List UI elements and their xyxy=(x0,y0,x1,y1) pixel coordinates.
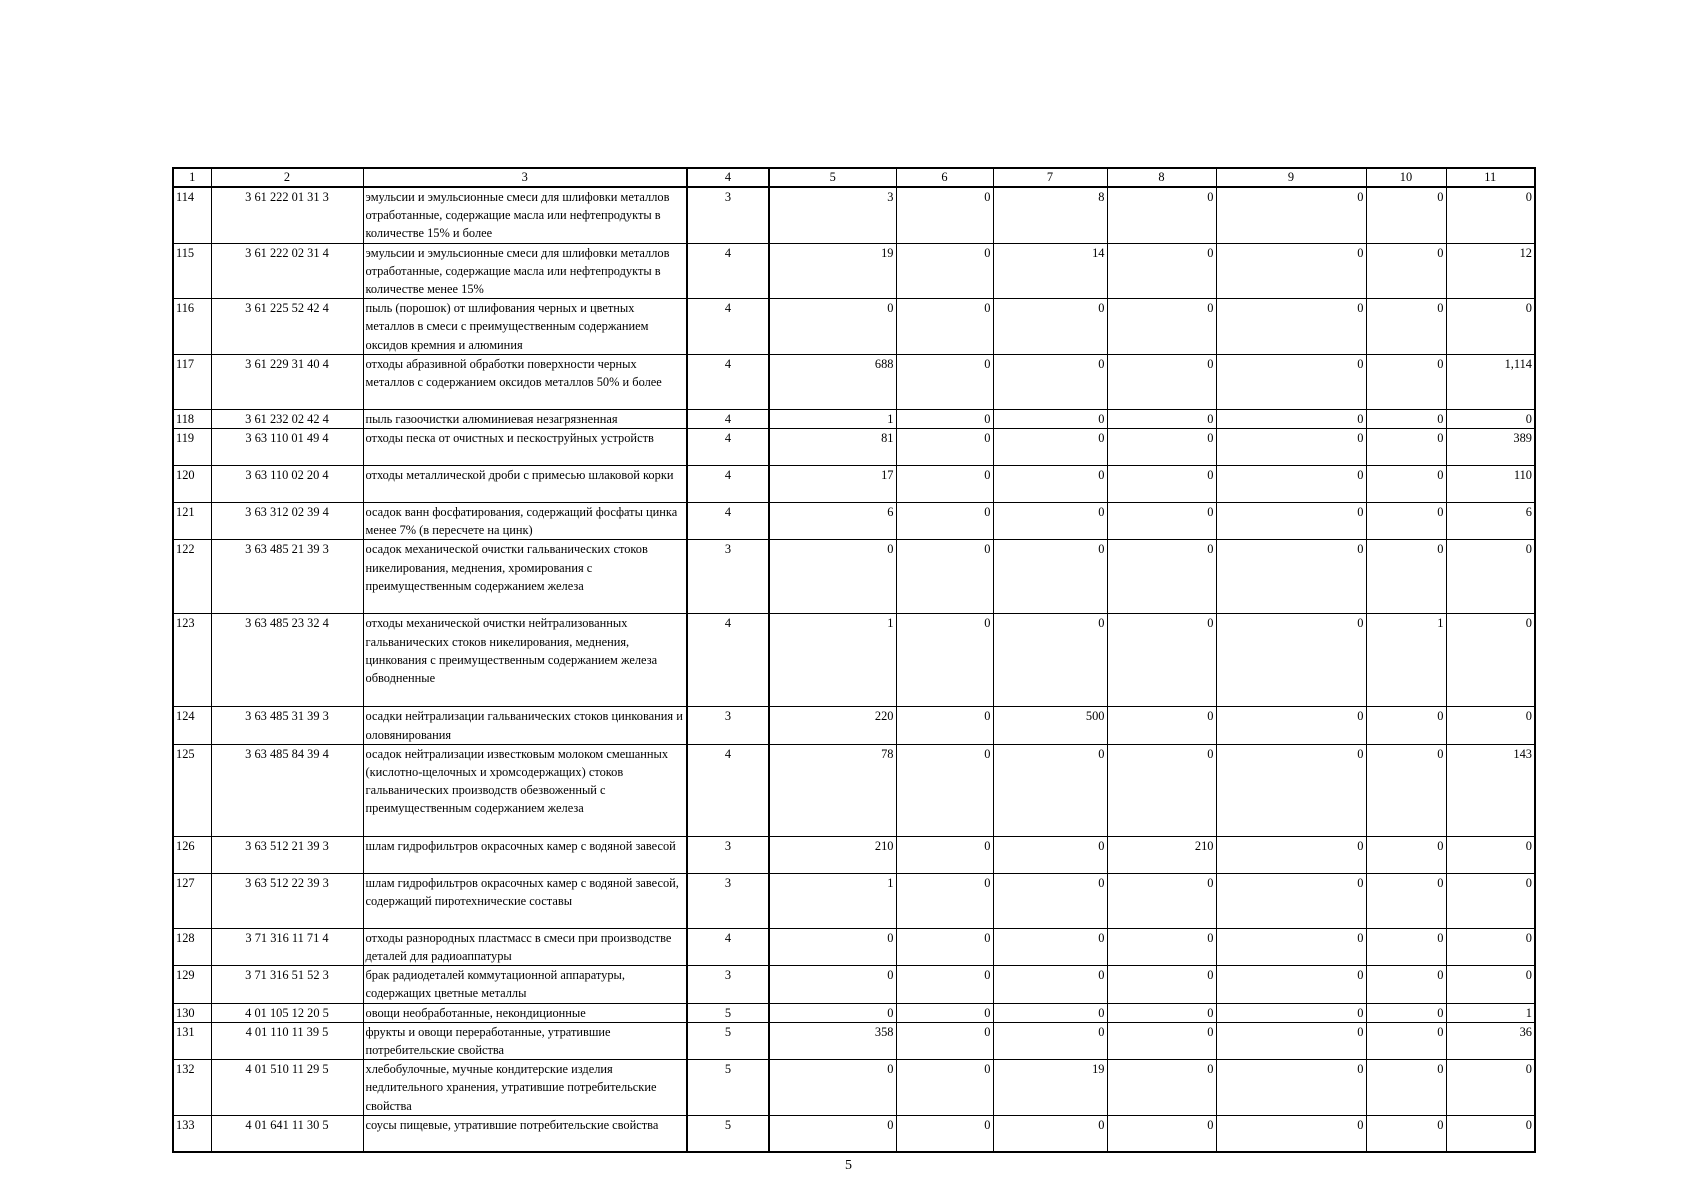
waste-code: 4 01 110 11 39 5 xyxy=(211,1022,363,1059)
waste-code: 3 71 316 51 52 3 xyxy=(211,966,363,1003)
value-cell: 0 xyxy=(1107,873,1216,928)
value-cell: 358 xyxy=(769,1022,896,1059)
value-cell: 0 xyxy=(993,540,1107,614)
waste-name: отходы разнородных пластмасс в смеси при производстве деталей для радиоаппатуры xyxy=(363,928,687,965)
hazard-class: 5 xyxy=(687,1003,769,1022)
hazard-class: 4 xyxy=(687,928,769,965)
table-row xyxy=(173,614,1535,707)
row-number: 118 xyxy=(173,409,211,428)
waste-code: 3 63 485 31 39 3 xyxy=(211,707,363,744)
waste-code: 4 01 641 11 30 5 xyxy=(211,1115,363,1152)
value-cell: 0 xyxy=(1446,187,1535,243)
value-cell: 19 xyxy=(769,243,896,299)
value-cell: 688 xyxy=(769,354,896,409)
hazard-class: 5 xyxy=(687,1022,769,1059)
hazard-class: 4 xyxy=(687,299,769,355)
waste-name: шлам гидрофильтров окрасочных камер с водяной завесой xyxy=(363,836,687,873)
waste-code: 3 61 232 02 42 4 xyxy=(211,409,363,428)
waste-code: 4 01 510 11 29 5 xyxy=(211,1060,363,1116)
row-number: 120 xyxy=(173,466,211,503)
value-cell: 8 xyxy=(993,187,1107,243)
value-cell: 36 xyxy=(1446,1022,1535,1059)
value-cell: 0 xyxy=(993,614,1107,707)
value-cell: 0 xyxy=(1366,540,1446,614)
page-number: 5 xyxy=(845,1158,852,1173)
value-cell: 0 xyxy=(1216,1003,1366,1022)
value-cell: 0 xyxy=(993,836,1107,873)
value-cell: 0 xyxy=(1107,928,1216,965)
waste-name: пыль (порошок) от шлифования черных и цветных металлов в смеси с преимущественным содержанием оксидов кремния и алюминия xyxy=(363,299,687,355)
value-cell: 0 xyxy=(1446,614,1535,707)
hazard-class: 4 xyxy=(687,429,769,466)
waste-code: 3 63 110 01 49 4 xyxy=(211,429,363,466)
waste-name: осадок нейтрализации известковым молоком смешанных (кислотно-щелочных и хромсодержащих) стоков гальванических производств обезвоженный с преимущественным содержанием железа xyxy=(363,744,687,836)
waste-name: отходы механической очистки нейтрализованных гальванических стоков никелирования, меднения, цинкования с преимущественным содержанием железа обводненные xyxy=(363,614,687,707)
value-cell: 0 xyxy=(1446,707,1535,744)
value-cell: 0 xyxy=(1216,928,1366,965)
row-number: 132 xyxy=(173,1060,211,1116)
row-number: 127 xyxy=(173,873,211,928)
value-cell: 0 xyxy=(1216,836,1366,873)
value-cell: 0 xyxy=(993,409,1107,428)
table-row xyxy=(173,1060,1535,1116)
value-cell: 0 xyxy=(896,503,993,540)
value-cell: 0 xyxy=(1216,503,1366,540)
value-cell: 17 xyxy=(769,466,896,503)
value-cell: 0 xyxy=(1216,966,1366,1003)
table-row xyxy=(173,966,1535,1003)
value-cell: 0 xyxy=(1216,409,1366,428)
value-cell: 0 xyxy=(896,243,993,299)
value-cell: 0 xyxy=(1366,707,1446,744)
value-cell: 0 xyxy=(1107,429,1216,466)
table-row xyxy=(173,243,1535,299)
value-cell: 0 xyxy=(896,187,993,243)
value-cell: 0 xyxy=(896,299,993,355)
value-cell: 0 xyxy=(769,1003,896,1022)
row-number: 128 xyxy=(173,928,211,965)
waste-name: отходы металлической дроби с примесью шлаковой корки xyxy=(363,466,687,503)
value-cell: 0 xyxy=(896,429,993,466)
waste-code: 3 71 316 11 71 4 xyxy=(211,928,363,965)
value-cell: 14 xyxy=(993,243,1107,299)
table-row xyxy=(173,503,1535,540)
value-cell: 0 xyxy=(1366,873,1446,928)
waste-name: осадки нейтрализации гальванических стоков цинкования и оловянирования xyxy=(363,707,687,744)
waste-table xyxy=(172,167,1536,1153)
value-cell: 0 xyxy=(896,873,993,928)
value-cell: 0 xyxy=(896,1022,993,1059)
value-cell: 0 xyxy=(1216,1115,1366,1152)
value-cell: 0 xyxy=(896,1115,993,1152)
value-cell: 0 xyxy=(1216,1060,1366,1116)
value-cell: 0 xyxy=(1107,744,1216,836)
hazard-class: 3 xyxy=(687,966,769,1003)
value-cell: 0 xyxy=(1107,354,1216,409)
value-cell: 0 xyxy=(993,928,1107,965)
value-cell: 0 xyxy=(1216,1022,1366,1059)
header-row xyxy=(173,168,1535,187)
value-cell: 0 xyxy=(993,429,1107,466)
value-cell: 0 xyxy=(896,354,993,409)
value-cell: 81 xyxy=(769,429,896,466)
value-cell: 0 xyxy=(769,1060,896,1116)
table-row xyxy=(173,1003,1535,1022)
value-cell: 0 xyxy=(1107,187,1216,243)
value-cell: 0 xyxy=(993,873,1107,928)
row-number: 114 xyxy=(173,187,211,243)
value-cell: 0 xyxy=(993,1022,1107,1059)
value-cell: 0 xyxy=(1216,744,1366,836)
column-header: 1 xyxy=(173,168,211,187)
value-cell: 3 xyxy=(769,187,896,243)
value-cell: 0 xyxy=(1216,466,1366,503)
waste-name: отходы абразивной обработки поверхности черных металлов с содержанием оксидов металлов 50% и более xyxy=(363,354,687,409)
value-cell: 0 xyxy=(896,409,993,428)
value-cell: 0 xyxy=(1366,187,1446,243)
value-cell: 0 xyxy=(896,966,993,1003)
value-cell: 0 xyxy=(993,466,1107,503)
value-cell: 0 xyxy=(1446,928,1535,965)
value-cell: 0 xyxy=(1216,243,1366,299)
hazard-class: 4 xyxy=(687,503,769,540)
table-row xyxy=(173,1022,1535,1059)
value-cell: 0 xyxy=(1366,409,1446,428)
row-number: 121 xyxy=(173,503,211,540)
value-cell: 0 xyxy=(993,1003,1107,1022)
waste-name: осадок ванн фосфатирования, содержащий фосфаты цинка менее 7% (в пересчете на цинк) xyxy=(363,503,687,540)
row-number: 119 xyxy=(173,429,211,466)
hazard-class: 4 xyxy=(687,744,769,836)
value-cell: 6 xyxy=(1446,503,1535,540)
value-cell: 0 xyxy=(1216,707,1366,744)
waste-name: эмульсии и эмульсионные смеси для шлифовки металлов отработанные, содержащие масла или нефтепродукты в количестве менее 15% xyxy=(363,243,687,299)
value-cell: 0 xyxy=(896,707,993,744)
hazard-class: 4 xyxy=(687,409,769,428)
table-row xyxy=(173,836,1535,873)
table-row xyxy=(173,873,1535,928)
hazard-class: 5 xyxy=(687,1060,769,1116)
value-cell: 6 xyxy=(769,503,896,540)
value-cell: 210 xyxy=(769,836,896,873)
waste-code: 3 63 312 02 39 4 xyxy=(211,503,363,540)
value-cell: 0 xyxy=(993,1115,1107,1152)
value-cell: 1 xyxy=(1366,614,1446,707)
row-number: 125 xyxy=(173,744,211,836)
value-cell: 0 xyxy=(1107,1022,1216,1059)
value-cell: 0 xyxy=(1216,540,1366,614)
hazard-class: 3 xyxy=(687,836,769,873)
value-cell: 0 xyxy=(993,503,1107,540)
column-header: 6 xyxy=(896,168,993,187)
value-cell: 0 xyxy=(1216,429,1366,466)
value-cell: 19 xyxy=(993,1060,1107,1116)
value-cell: 0 xyxy=(896,744,993,836)
waste-code: 3 61 229 31 40 4 xyxy=(211,354,363,409)
table-row xyxy=(173,409,1535,428)
value-cell: 0 xyxy=(993,966,1107,1003)
value-cell: 0 xyxy=(1107,1003,1216,1022)
hazard-class: 4 xyxy=(687,243,769,299)
waste-code: 4 01 105 12 20 5 xyxy=(211,1003,363,1022)
value-cell: 1 xyxy=(1446,1003,1535,1022)
value-cell: 220 xyxy=(769,707,896,744)
value-cell: 210 xyxy=(1107,836,1216,873)
value-cell: 0 xyxy=(1446,409,1535,428)
value-cell: 0 xyxy=(1107,409,1216,428)
value-cell: 0 xyxy=(1216,873,1366,928)
value-cell: 0 xyxy=(1366,1003,1446,1022)
table-row xyxy=(173,299,1535,355)
value-cell: 0 xyxy=(769,928,896,965)
value-cell: 0 xyxy=(993,354,1107,409)
value-cell: 1 xyxy=(769,614,896,707)
hazard-class: 3 xyxy=(687,187,769,243)
table-row xyxy=(173,540,1535,614)
table-body xyxy=(173,187,1535,1152)
value-cell: 143 xyxy=(1446,744,1535,836)
waste-code: 3 63 485 84 39 4 xyxy=(211,744,363,836)
value-cell: 0 xyxy=(1366,503,1446,540)
value-cell: 0 xyxy=(769,540,896,614)
value-cell: 0 xyxy=(1107,966,1216,1003)
hazard-class: 3 xyxy=(687,873,769,928)
value-cell: 0 xyxy=(896,614,993,707)
waste-name: фрукты и овощи переработанные, утратившие потребительские свойства xyxy=(363,1022,687,1059)
value-cell: 0 xyxy=(896,540,993,614)
row-number: 131 xyxy=(173,1022,211,1059)
value-cell: 0 xyxy=(1366,243,1446,299)
value-cell: 0 xyxy=(1216,187,1366,243)
value-cell: 0 xyxy=(1366,466,1446,503)
row-number: 124 xyxy=(173,707,211,744)
waste-code: 3 63 512 21 39 3 xyxy=(211,836,363,873)
hazard-class: 5 xyxy=(687,1115,769,1152)
waste-code: 3 63 485 23 32 4 xyxy=(211,614,363,707)
value-cell: 0 xyxy=(1446,1060,1535,1116)
value-cell: 1 xyxy=(769,409,896,428)
waste-code: 3 61 222 02 31 4 xyxy=(211,243,363,299)
waste-name: шлам гидрофильтров окрасочных камер с водяной завесой, содержащий пиротехнические составы xyxy=(363,873,687,928)
value-cell: 0 xyxy=(1366,1115,1446,1152)
waste-code: 3 63 110 02 20 4 xyxy=(211,466,363,503)
table-row xyxy=(173,744,1535,836)
value-cell: 389 xyxy=(1446,429,1535,466)
table-row xyxy=(173,928,1535,965)
value-cell: 0 xyxy=(1107,1060,1216,1116)
value-cell: 0 xyxy=(1446,1115,1535,1152)
waste-name: брак радиодеталей коммутационной аппаратуры, содержащих цветные металлы xyxy=(363,966,687,1003)
value-cell: 0 xyxy=(1446,540,1535,614)
waste-name: отходы песка от очистных и пескоструйных устройств xyxy=(363,429,687,466)
table-row xyxy=(173,466,1535,503)
value-cell: 0 xyxy=(1107,707,1216,744)
hazard-class: 3 xyxy=(687,707,769,744)
value-cell: 0 xyxy=(1366,1022,1446,1059)
row-number: 133 xyxy=(173,1115,211,1152)
table-row xyxy=(173,1115,1535,1152)
row-number: 123 xyxy=(173,614,211,707)
column-header: 5 xyxy=(769,168,896,187)
row-number: 130 xyxy=(173,1003,211,1022)
row-number: 117 xyxy=(173,354,211,409)
row-number: 126 xyxy=(173,836,211,873)
waste-code: 3 61 225 52 42 4 xyxy=(211,299,363,355)
value-cell: 0 xyxy=(1366,928,1446,965)
row-number: 115 xyxy=(173,243,211,299)
waste-name: соусы пищевые, утратившие потребительские свойства xyxy=(363,1115,687,1152)
value-cell: 0 xyxy=(1366,299,1446,355)
hazard-class: 3 xyxy=(687,540,769,614)
column-header: 9 xyxy=(1216,168,1366,187)
value-cell: 0 xyxy=(1446,873,1535,928)
value-cell: 0 xyxy=(1216,299,1366,355)
waste-code: 3 63 512 22 39 3 xyxy=(211,873,363,928)
column-header: 3 xyxy=(363,168,687,187)
value-cell: 1,114 xyxy=(1446,354,1535,409)
waste-name: осадок механической очистки гальванических стоков никелирования, меднения, хромирования с преимущественным содержанием железа xyxy=(363,540,687,614)
value-cell: 0 xyxy=(1446,836,1535,873)
row-number: 122 xyxy=(173,540,211,614)
waste-name: пыль газоочистки алюминиевая незагрязненная xyxy=(363,409,687,428)
value-cell: 78 xyxy=(769,744,896,836)
value-cell: 0 xyxy=(1366,354,1446,409)
value-cell: 0 xyxy=(1366,836,1446,873)
table-row xyxy=(173,354,1535,409)
value-cell: 110 xyxy=(1446,466,1535,503)
column-header: 2 xyxy=(211,168,363,187)
value-cell: 0 xyxy=(1366,966,1446,1003)
value-cell: 1 xyxy=(769,873,896,928)
value-cell: 0 xyxy=(896,466,993,503)
waste-code: 3 63 485 21 39 3 xyxy=(211,540,363,614)
value-cell: 0 xyxy=(993,744,1107,836)
table-row xyxy=(173,187,1535,243)
value-cell: 0 xyxy=(1107,299,1216,355)
value-cell: 0 xyxy=(1446,966,1535,1003)
value-cell: 0 xyxy=(1366,744,1446,836)
value-cell: 0 xyxy=(1107,503,1216,540)
value-cell: 0 xyxy=(1107,1115,1216,1152)
waste-code: 3 61 222 01 31 3 xyxy=(211,187,363,243)
value-cell: 12 xyxy=(1446,243,1535,299)
value-cell: 0 xyxy=(1107,614,1216,707)
table-row xyxy=(173,707,1535,744)
waste-name: эмульсии и эмульсионные смеси для шлифовки металлов отработанные, содержащие масла или нефтепродукты в количестве 15% и более xyxy=(363,187,687,243)
value-cell: 0 xyxy=(769,299,896,355)
column-header: 4 xyxy=(687,168,769,187)
column-header: 8 xyxy=(1107,168,1216,187)
value-cell: 0 xyxy=(896,1060,993,1116)
value-cell: 0 xyxy=(896,1003,993,1022)
value-cell: 0 xyxy=(1366,1060,1446,1116)
column-header: 11 xyxy=(1446,168,1535,187)
value-cell: 0 xyxy=(1107,243,1216,299)
row-number: 129 xyxy=(173,966,211,1003)
column-header: 7 xyxy=(993,168,1107,187)
waste-name: овощи необработанные, некондиционные xyxy=(363,1003,687,1022)
value-cell: 0 xyxy=(1107,540,1216,614)
value-cell: 0 xyxy=(1216,614,1366,707)
value-cell: 500 xyxy=(993,707,1107,744)
waste-name: хлебобулочные, мучные кондитерские изделия недлительного хранения, утратившие потребительские свойства xyxy=(363,1060,687,1116)
value-cell: 0 xyxy=(896,836,993,873)
row-number: 116 xyxy=(173,299,211,355)
hazard-class: 4 xyxy=(687,466,769,503)
value-cell: 0 xyxy=(993,299,1107,355)
table-row xyxy=(173,429,1535,466)
hazard-class: 4 xyxy=(687,354,769,409)
value-cell: 0 xyxy=(1446,299,1535,355)
hazard-class: 4 xyxy=(687,614,769,707)
value-cell: 0 xyxy=(1366,429,1446,466)
value-cell: 0 xyxy=(1216,354,1366,409)
value-cell: 0 xyxy=(769,1115,896,1152)
value-cell: 0 xyxy=(769,966,896,1003)
value-cell: 0 xyxy=(1107,466,1216,503)
column-header: 10 xyxy=(1366,168,1446,187)
value-cell: 0 xyxy=(896,928,993,965)
